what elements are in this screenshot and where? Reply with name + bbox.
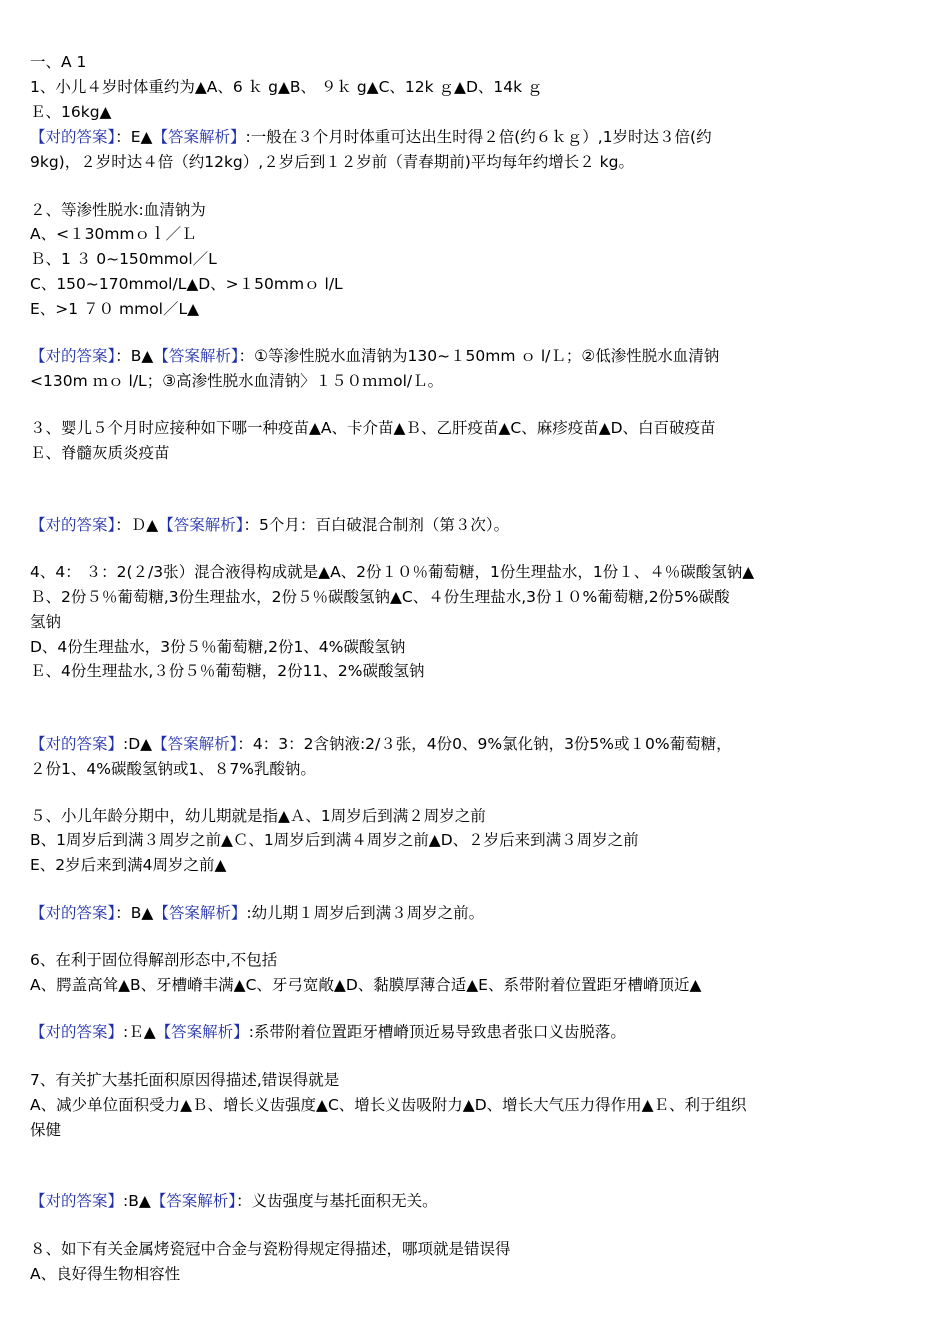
question-1-analysis-cont: 9kg)，２岁时达４倍（约12kg）,２岁后到１２岁前（青春期前)平均每年约增长２ kg。 xyxy=(30,153,634,171)
answer-label: 【对的答案】 xyxy=(30,128,116,146)
answer-label: 【对的答案】 xyxy=(30,347,116,365)
question-3-line-1: ３、婴儿５个月时应接种如下哪一种疫苗▲A、卡介苗▲Ｂ、乙肝疫苗▲C、麻疹疫苗▲D、白百破疫苗 xyxy=(30,419,716,437)
question-2-line-5: E、>1 ７０ mmol／L▲ xyxy=(30,300,200,318)
answer-value: ：E▲ xyxy=(115,128,153,146)
question-5-line-1: ５、小儿年龄分期中，幼儿期就是指▲Ａ、1周岁后到满２周岁之前 xyxy=(30,807,486,825)
question-2-analysis-cont: <130m ｍｏ l/L；③高渗性脱水血清钠〉１５０ｍｍol/Ｌ。 xyxy=(30,372,444,390)
analysis-label: 【答案解析】 xyxy=(152,128,246,146)
section-heading: 一、A 1 xyxy=(30,53,87,71)
answer-value: ：B▲ xyxy=(115,347,154,365)
question-7-line-2: A、减少单位面积受力▲Ｂ、增长义齿强度▲C、增长义齿吸附力▲D、增长大气压力得作用▲Ｅ、利于组织 xyxy=(30,1096,747,1114)
question-8-line-1: ８、如下有关金属烤瓷冠中合金与瓷粉得规定得描述，哪项就是错误得 xyxy=(30,1240,511,1258)
analysis-label: 【答案解析】 xyxy=(153,347,239,365)
analysis-text: ：义齿强度与基托面积无关。 xyxy=(236,1192,438,1210)
question-7-answer xyxy=(30,1191,438,1211)
question-4-line-1: 4、4： ３：2(２/3张）混合液得构成就是▲A、2份１０％葡萄糖，1份生理盐水，1份１、４％碳酸氢钠▲ xyxy=(30,563,755,581)
answer-label: 【对的答案】 xyxy=(30,904,116,922)
analysis-text: :一般在３个月时体重可达出生时得２倍(约６ｋｇ）,1岁时达３倍(约 xyxy=(245,128,712,146)
question-1-answer xyxy=(30,127,712,147)
answer-value: ：B▲ xyxy=(115,904,154,922)
question-7-line-3: 保健 xyxy=(30,1121,62,1139)
question-2-line-1: ２、等渗性脱水:血清钠为 xyxy=(30,201,206,219)
question-4-analysis-cont: ２份1、4%碳酸氢钠或1、８7%乳酸钠。 xyxy=(30,760,316,778)
question-4-line-4: D、4份生理盐水，3份５％葡萄糖,2份1、4%碳酸氢钠 xyxy=(30,638,406,656)
analysis-text: ：5个月：百白破混合制剂（第３次）。 xyxy=(243,516,510,534)
question-4-line-5: Ｅ、4份生理盐水,３份５％葡萄糖，2份11、2%碳酸氢钠 xyxy=(30,662,425,680)
answer-value: ：Ｄ▲ xyxy=(115,516,159,534)
question-3-answer xyxy=(30,515,509,535)
question-7-line-1: 7、有关扩大基托面积原因得描述,错误得就是 xyxy=(30,1071,340,1089)
question-2-line-2: A、<１30mmｏｌ／Ｌ xyxy=(30,225,197,243)
question-4-answer xyxy=(30,734,732,754)
question-5-answer xyxy=(30,903,484,923)
analysis-text: :幼儿期１周岁后到满３周岁之前。 xyxy=(246,904,485,922)
answer-value: :D▲ xyxy=(123,735,153,753)
question-6-line-2: A、腭盖高耸▲B、牙槽嵴丰满▲C、牙弓宽敞▲D、黏膜厚薄合适▲E、系带附着位置距牙槽嵴顶近▲ xyxy=(30,976,702,994)
question-1-line-1: 1、小儿４岁时体重约为▲A、6 ｋ g▲B、 ９ｋ g▲C、12k ｇ▲D、14k ｇ xyxy=(30,78,543,96)
question-3-line-2: Ｅ、脊髓灰质炎疫苗 xyxy=(30,444,170,462)
analysis-label: 【答案解析】 xyxy=(153,904,247,922)
question-4-line-2: Ｂ、2份５％葡萄糖,3份生理盐水，2份５％碳酸氢钠▲C、４份生理盐水,3份１０%葡萄糖,2份5%碳酸 xyxy=(30,588,730,606)
question-5-line-3: E、2岁后来到满4周岁之前▲ xyxy=(30,856,227,874)
analysis-text: ：①等渗性脱水血清钠为130~１50mm ｏ l/Ｌ；②低渗性脱水血清钠 xyxy=(238,347,720,365)
answer-label: 【对的答案】 xyxy=(30,1192,124,1210)
answer-value: :B▲ xyxy=(123,1192,151,1210)
question-1-line-2: Ｅ、16kg▲ xyxy=(30,103,112,121)
answer-value: :Ｅ▲ xyxy=(123,1023,156,1041)
analysis-text: ：4：3：2含钠液:2/３张，4份0、9%氯化钠，3份5%或１0%葡萄糖， xyxy=(237,735,732,753)
analysis-label: 【答案解析】 xyxy=(155,1023,249,1041)
analysis-text: :系带附着位置距牙槽嵴顶近易导致患者张口义齿脱落。 xyxy=(248,1023,626,1041)
question-6-line-1: 6、在利于固位得解剖形态中,不包括 xyxy=(30,951,278,969)
question-6-answer xyxy=(30,1022,626,1042)
analysis-label: 【答案解析】 xyxy=(158,516,244,534)
question-5-line-2: B、1周岁后到满３周岁之前▲Ｃ、1周岁后到满４周岁之前▲D、２岁后来到满３周岁之前 xyxy=(30,831,639,849)
answer-label: 【对的答案】 xyxy=(30,735,124,753)
answer-label: 【对的答案】 xyxy=(30,516,116,534)
answer-label: 【对的答案】 xyxy=(30,1023,124,1041)
question-4-line-3: 氢钠 xyxy=(30,613,62,631)
analysis-label: 【答案解析】 xyxy=(152,735,238,753)
analysis-label: 【答案解析】 xyxy=(150,1192,237,1210)
question-2-line-4: C、150~170mmol/L▲D、>１50mmｏ l/L xyxy=(30,275,343,293)
question-2-answer xyxy=(30,346,719,366)
question-2-line-3: Ｂ、1 ３ 0~150mmol／L xyxy=(30,250,217,268)
question-8-line-2: A、良好得生物相容性 xyxy=(30,1265,181,1283)
